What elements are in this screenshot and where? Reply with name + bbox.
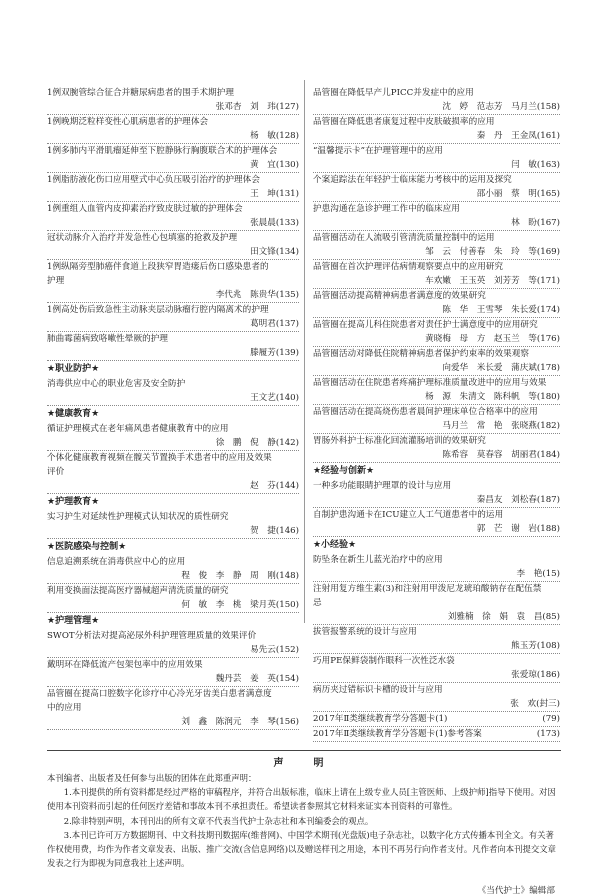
toc-entry-page: (150) — [275, 600, 299, 610]
toc-entry — [47, 86, 299, 115]
toc-entry-page: (85) — [542, 612, 560, 622]
toc-entry-byline — [313, 216, 560, 231]
toc-entry-byline — [47, 391, 299, 406]
toc-entry — [47, 377, 299, 406]
toc-entry — [47, 658, 299, 687]
toc-entry — [313, 405, 560, 434]
toc-entry — [47, 231, 299, 260]
toc-entry-authors: 邹 云 付善春 朱 玲 等 — [425, 247, 537, 257]
toc-entry-page: (167) — [536, 218, 560, 228]
toc-entry — [47, 260, 299, 303]
toc-entry-page: (148) — [275, 571, 299, 581]
toc-entry-authors: 王文艺 — [250, 393, 276, 403]
toc-entry-authors: 何 敏 李 桃 梁月英 — [181, 600, 276, 610]
toc-columns — [47, 86, 560, 742]
toc-entry-page: (188) — [536, 524, 560, 534]
toc-entry-authors: 秦昌友 刘松春 — [476, 495, 537, 505]
toc-entry-title: 肺曲霉菌病致咯嗽性晕厥的护理 — [47, 334, 169, 344]
toc-entry-page: (144) — [275, 481, 299, 491]
toc-entry-title: 利用变换面法提高医疗器械超声清洗质量的研究 — [47, 586, 229, 596]
toc-entry-page: (158) — [536, 102, 560, 112]
toc-entry-page: (184) — [536, 450, 560, 460]
toc-entry — [313, 508, 560, 537]
toc-entry-authors: 张邓杏 刘 玮 — [215, 102, 276, 112]
toc-entry-byline — [313, 390, 560, 405]
toc-entry-byline — [313, 610, 560, 625]
toc-entry-byline — [47, 598, 299, 613]
toc-entry — [313, 654, 560, 683]
toc-right-column — [313, 86, 560, 742]
toc-entry-title: 品管圈活动在提高烧伤患者晨间护理床单位合格率中的应用 — [312, 407, 538, 417]
toc-entry — [313, 683, 560, 712]
toc-entry — [313, 582, 560, 625]
toc-entry-byline — [47, 524, 299, 539]
toc-entry-title: 1例双腕管综合征合并糖尿病患者的围手术期护理 — [47, 88, 235, 98]
toc-entry — [313, 260, 560, 289]
toc-entry-byline — [313, 129, 560, 144]
toc-entry — [313, 86, 560, 115]
toc-entry — [47, 584, 299, 613]
toc-entry-authors: 马月兰 常 艳 张晓燕 — [442, 421, 537, 431]
toc-entry — [313, 289, 560, 318]
declaration-paragraph: 1.本刊提供的所有资料都是经过严格的审稿程序，并符合出版标准，临床上请在上级专业人员[主管医师、上级护师]指导下使用。对因使用本刊资料而引起的任何医疗差错和事故本刊不承担责任。希望读者参照其它材料来证实本刊资料的可靠性。 — [47, 787, 556, 812]
toc-entry-page: (137) — [275, 319, 299, 329]
toc-entry-authors: 闫 敏 — [511, 160, 537, 170]
toc-entry-title: 品管圈在降低早产儿PICC并发症中的应用 — [312, 88, 474, 98]
toc-entry-byline — [313, 522, 560, 537]
toc-entry-title: 注射用复方维生素(3)和注射用甲泼尼龙琥珀酸钠存在配伍禁 — [312, 584, 542, 594]
toc-entry — [313, 479, 560, 508]
toc-entry-page: (135) — [275, 290, 299, 300]
toc-entry-byline — [313, 419, 560, 434]
toc-entry — [47, 555, 299, 584]
toc-entry-authors: 李代兆 陈贵华 — [215, 290, 276, 300]
column-divider — [304, 80, 305, 623]
section-heading: ★护理管理★ — [47, 616, 100, 626]
toc-entry-title: 消毒供应中心的职业危害及安全防护 — [47, 379, 186, 389]
toc-entry-byline — [313, 274, 560, 289]
toc-entry-byline — [313, 245, 560, 260]
toc-entry-title: 品管圈在降低患者康复过程中皮肤破损率的应用 — [312, 117, 495, 127]
toc-entry-page: (186) — [536, 670, 560, 680]
toc-entry-byline — [313, 187, 560, 202]
toc-entry-byline — [47, 158, 299, 173]
toc-entry-authors: 刘雅楠 徐 娟 袁 昌 — [447, 612, 543, 622]
toc-entry-page: (79) — [542, 714, 560, 724]
toc-entry-authors: 黄晓梅 母 方 赵玉兰 等 — [425, 334, 537, 344]
toc-entry-title: 品管圈活动提高精神病患者满意度的效果研究 — [312, 291, 486, 301]
toc-entry-byline — [313, 448, 560, 463]
toc-entry — [47, 303, 299, 332]
toc-entry-authors: 徐 鹏 倪 静 — [215, 438, 276, 448]
toc-entry-authors: 郭 芒 谢 岩 — [476, 524, 537, 534]
declaration-rule — [47, 750, 561, 751]
section-heading: ★护理教育★ — [47, 497, 100, 507]
toc-entry-authors: 林 盼 — [511, 218, 537, 228]
toc-entry-page: (127) — [275, 102, 299, 112]
declaration-signature: 《当代护士》编辑部 — [477, 886, 555, 896]
declaration-paragraph: 2.除非特别声明，本刊刊出的所有文章不代表当代护士杂志社和本刊编委会的观点。 — [63, 815, 374, 826]
toc-entry-authors: 向爱华 米长爱 蒲庆斌 — [442, 363, 537, 373]
toc-entry — [47, 144, 299, 173]
toc-entry-page: (180) — [536, 392, 560, 402]
toc-entry-authors: 李 艳 — [516, 569, 543, 579]
section-heading: ★医院感染与控制★ — [47, 542, 127, 552]
toc-entry-title: 1例高处伤后致急性主动脉夹层动脉瘤行腔内隔离术的护理 — [47, 305, 269, 315]
toc-entry-page: (140) — [275, 393, 299, 403]
toc-entry — [313, 173, 560, 202]
toc-entry-title: 个案追踪法在年轻护士临床能力考核中的运用及探究 — [312, 175, 512, 185]
toc-entry-byline — [313, 639, 560, 654]
toc-entry-byline — [47, 100, 299, 115]
toc-entry — [313, 231, 560, 260]
toc-entry-authors: 陈希容 莫春容 胡丽君 — [442, 450, 537, 460]
toc-entry-byline — [47, 643, 299, 658]
toc-entry-authors: 陈 华 王雪琴 朱长爱 — [442, 305, 537, 315]
toc-entry-page: (169) — [536, 247, 560, 257]
toc-entry-title: 品管圈活动对降低住院精神病患者保护约束率的效果观察 — [312, 349, 530, 359]
toc-entry-page: (130) — [275, 160, 299, 170]
toc-entry-byline — [47, 672, 299, 687]
toc-entry-authors: 张 欢 — [510, 699, 537, 709]
toc-entry-page: (封三) — [536, 699, 560, 709]
toc-entry — [47, 115, 299, 144]
toc-entry-page: (174) — [536, 305, 560, 315]
toc-entry-page: (178) — [536, 363, 560, 373]
toc-entry — [47, 422, 299, 451]
toc-entry-authors: 魏丹芸 姜 英 — [215, 674, 276, 684]
toc-entry-authors: 滕履芳 — [250, 348, 276, 358]
toc-entry-authors: 杨 敏 — [250, 131, 276, 141]
toc-entry-title: 胃肠外科护士标准化回流灌肠培训的效果研究 — [312, 436, 486, 446]
toc-entry-title: 戴明环在降低流产包架包率中的应用效果 — [47, 660, 203, 670]
toc-entry — [313, 553, 560, 582]
toc-entry-byline — [313, 668, 560, 683]
toc-entry-page: (139) — [275, 348, 299, 358]
toc-entry-title: 拔管报警系统的设计与应用 — [312, 627, 417, 637]
declaration-paragraph: 3.本刊已许可万方数据期刊、中文科技期刊数据库(维普网)、中国学术期刊(光盘版)电子杂志社，以数字化方式传播本刊全文。有关著作权使用费，均作为作者文章发表、出版、推广交流(含信息网络)以及赠送样刊之用途，本刊不再另行向作者支付。凡作者向本刊提交文章发表之行为即视为同意我社上述声明。 — [47, 829, 557, 869]
toc-plain-row — [313, 727, 560, 742]
toc-entry-authors: 刘 鑫 陈润元 李 琴 — [181, 717, 276, 727]
toc-entry-page: (15) — [542, 569, 560, 579]
toc-entry-page: (108) — [536, 641, 560, 651]
toc-entry — [313, 625, 560, 654]
toc-entry — [47, 202, 299, 231]
toc-entry — [47, 173, 299, 202]
toc-entry-authors: 田文锋 — [250, 247, 276, 257]
toc-entry-title: 品管圈在提高口腔数字化诊疗中心冷光牙齿美白患者满意度 — [47, 689, 272, 699]
toc-entry-page: (134) — [275, 247, 299, 257]
toc-entry — [47, 510, 299, 539]
toc-entry-title: SWOT分析法对提高泌尿外科护理管理质量的效果评价 — [47, 631, 257, 641]
toc-entry-title: 冠状动脉介入治疗并发急性心包填塞的抢救及护理 — [47, 233, 238, 243]
toc-entry-byline — [47, 216, 299, 231]
toc-entry-page: (187) — [536, 495, 560, 505]
toc-entry-title: 自制护患沟通卡在ICU建立人工气道患者中的运用 — [312, 510, 504, 520]
toc-entry-authors: 车欢嫩 王玉英 刘芳芳 等 — [425, 276, 537, 286]
toc-entry-title: 个体化健康教育视频在髋关节置换手术患者中的应用及效果 — [47, 453, 272, 463]
toc-entry-page: (152) — [275, 645, 299, 655]
toc-entry-byline — [47, 317, 299, 332]
declaration-body — [47, 771, 561, 870]
toc-entry-page: (163) — [536, 160, 560, 170]
toc-entry-page: (176) — [536, 334, 560, 344]
toc-entry-page: (161) — [536, 131, 560, 141]
toc-entry — [313, 376, 560, 405]
toc-entry-page: (142) — [275, 438, 299, 448]
toc-entry-authors: 赵 芬 — [250, 481, 276, 491]
toc-entry-authors: 葛明君 — [250, 319, 276, 329]
toc-entry-authors: 贺 捷 — [250, 526, 276, 536]
toc-entry-title: 1例重组人血管内皮抑素治疗致皮肤过敏的护理体会 — [47, 204, 243, 214]
toc-entry-title: 巧用PE保鲜袋制作眼科一次性泛水袋 — [312, 656, 455, 666]
toc-entry-title: 循证护理模式在老年痛风患者健康教育中的应用 — [47, 424, 229, 434]
toc-entry-title: 1例纵隔旁型肺癌伴食道上段狭窄胃造瘘后伤口感染患者的 — [47, 262, 269, 272]
toc-entry-byline — [47, 288, 299, 303]
toc-entry-page: (133) — [275, 218, 299, 228]
toc-entry-authors: 秦 丹 王金凤 — [476, 131, 537, 141]
toc-entry-byline — [313, 361, 560, 376]
toc-entry — [313, 115, 560, 144]
toc-entry-title: 评价 — [47, 467, 65, 477]
toc-entry-authors: 沈 婷 范志芳 马月兰 — [442, 102, 537, 112]
toc-entry-title: 信息追溯系统在消毒供应中心的应用 — [47, 557, 186, 567]
toc-entry-title: 忌 — [312, 598, 322, 608]
toc-entry-authors: 杨 源 朱清文 陈科帆 等 — [425, 392, 537, 402]
section-heading: ★健康教育★ — [47, 409, 100, 419]
declaration-paragraph: 本刊编者、出版者及任何参与出版的团体在此郑重声明： — [47, 773, 257, 783]
toc-entry-byline — [313, 303, 560, 318]
toc-entry-title: 2017年Ⅱ类继续教育学分答题卡(1)参考答案 — [312, 729, 482, 739]
toc-entry-byline — [313, 158, 560, 173]
toc-entry — [313, 727, 560, 742]
toc-entry — [313, 712, 560, 727]
toc-entry — [313, 434, 560, 463]
toc-entry-page: (173) — [536, 729, 560, 739]
toc-entry-title: 1例脂肪液化伤口应用壁式中心负压吸引治疗的护理体会 — [47, 175, 260, 185]
toc-entry-byline — [47, 129, 299, 144]
toc-entry-authors: 程 俊 李 静 周 刚 — [181, 571, 276, 581]
toc-entry-page: (182) — [536, 421, 560, 431]
toc-entry-page: (165) — [536, 189, 560, 199]
toc-entry — [313, 347, 560, 376]
toc-entry-byline — [313, 493, 560, 508]
toc-entry-title: 护患沟通在急诊护理工作中的临床应用 — [312, 204, 460, 214]
toc-entry — [47, 629, 299, 658]
toc-entry-title: 品管圈活动在住院患者疼痛护理标准质量改进中的应用与效果 — [312, 378, 547, 388]
toc-entry-authors: 易先云 — [250, 645, 276, 655]
toc-entry-byline — [313, 697, 560, 712]
toc-entry-title: 1例多肺内平滑肌瘤延伸至下腔静脉行胸腹联合术的护理体会 — [47, 146, 278, 156]
toc-entry-title: 2017年Ⅱ类继续教育学分答题卡(1) — [312, 714, 448, 724]
toc-entry-byline — [47, 346, 299, 361]
toc-entry-title: 中的应用 — [47, 703, 82, 713]
toc-entry-title: 护理 — [47, 276, 65, 286]
toc-entry-byline — [47, 245, 299, 260]
toc-entry-byline — [313, 567, 560, 582]
toc-entry-title: 品管圈活动在人流吸引管清洗质量控制中的运用 — [312, 233, 495, 243]
toc-entry-title: 防坠条在新生儿蓝光治疗中的应用 — [312, 555, 443, 565]
toc-entry-page: (131) — [275, 189, 299, 199]
toc-entry — [313, 144, 560, 173]
toc-entry-page: (156) — [275, 717, 299, 727]
section-heading: ★职业防护★ — [47, 364, 100, 374]
toc-entry-byline — [47, 436, 299, 451]
section-heading: ★经验与创新★ — [312, 466, 375, 476]
toc-entry-byline — [47, 479, 299, 494]
toc-entry-byline — [47, 715, 299, 730]
toc-entry-title: 1例晚期泛粒样变性心肌病患者的护理体会 — [47, 117, 209, 127]
toc-entry-authors: 黄 宜 — [250, 160, 276, 170]
toc-entry — [47, 451, 299, 494]
toc-entry-title: “温馨提示卡”在护理管理中的应用 — [312, 146, 443, 156]
toc-entry-authors: 张晨晨 — [250, 218, 276, 228]
toc-entry-page: (146) — [275, 526, 299, 536]
toc-entry-page: (171) — [536, 276, 560, 286]
toc-entry-title: 一种多功能眼睛护理罩的设计与应用 — [312, 481, 452, 491]
toc-entry — [47, 687, 299, 730]
toc-entry-page: (154) — [275, 674, 299, 684]
toc-entry-byline — [313, 332, 560, 347]
toc-left-column — [47, 86, 299, 742]
toc-entry-authors: 熊玉芳 — [511, 641, 537, 651]
toc-entry — [313, 318, 560, 347]
toc-entry — [47, 332, 299, 361]
toc-entry-authors: 邵小丽 蔡 明 — [476, 189, 537, 199]
toc-entry-byline — [47, 569, 299, 584]
toc-entry-title: 品管圈在首次护理评估病情观察要点中的应用研究 — [312, 262, 504, 272]
toc-entry-byline — [313, 100, 560, 115]
declaration-title: 声 明 — [273, 758, 334, 769]
toc-entry-title: 品管圈在提高儿科住院患者对责任护士满意度中的应用研究 — [312, 320, 538, 330]
toc-entry-authors: 王 坤 — [250, 189, 276, 199]
toc-plain-row — [313, 712, 560, 727]
toc-entry-title: 病历夹过错标识卡槽的设计与应用 — [312, 685, 443, 695]
toc-entry-title: 实习护生对延续性护理模式认知状况的质性研究 — [47, 512, 229, 522]
toc-entry-authors: 张爱琼 — [511, 670, 537, 680]
toc-entry — [313, 202, 560, 231]
toc-entry-byline — [47, 187, 299, 202]
toc-entry-page: (128) — [275, 131, 299, 141]
section-heading: ★小经验★ — [312, 540, 357, 550]
